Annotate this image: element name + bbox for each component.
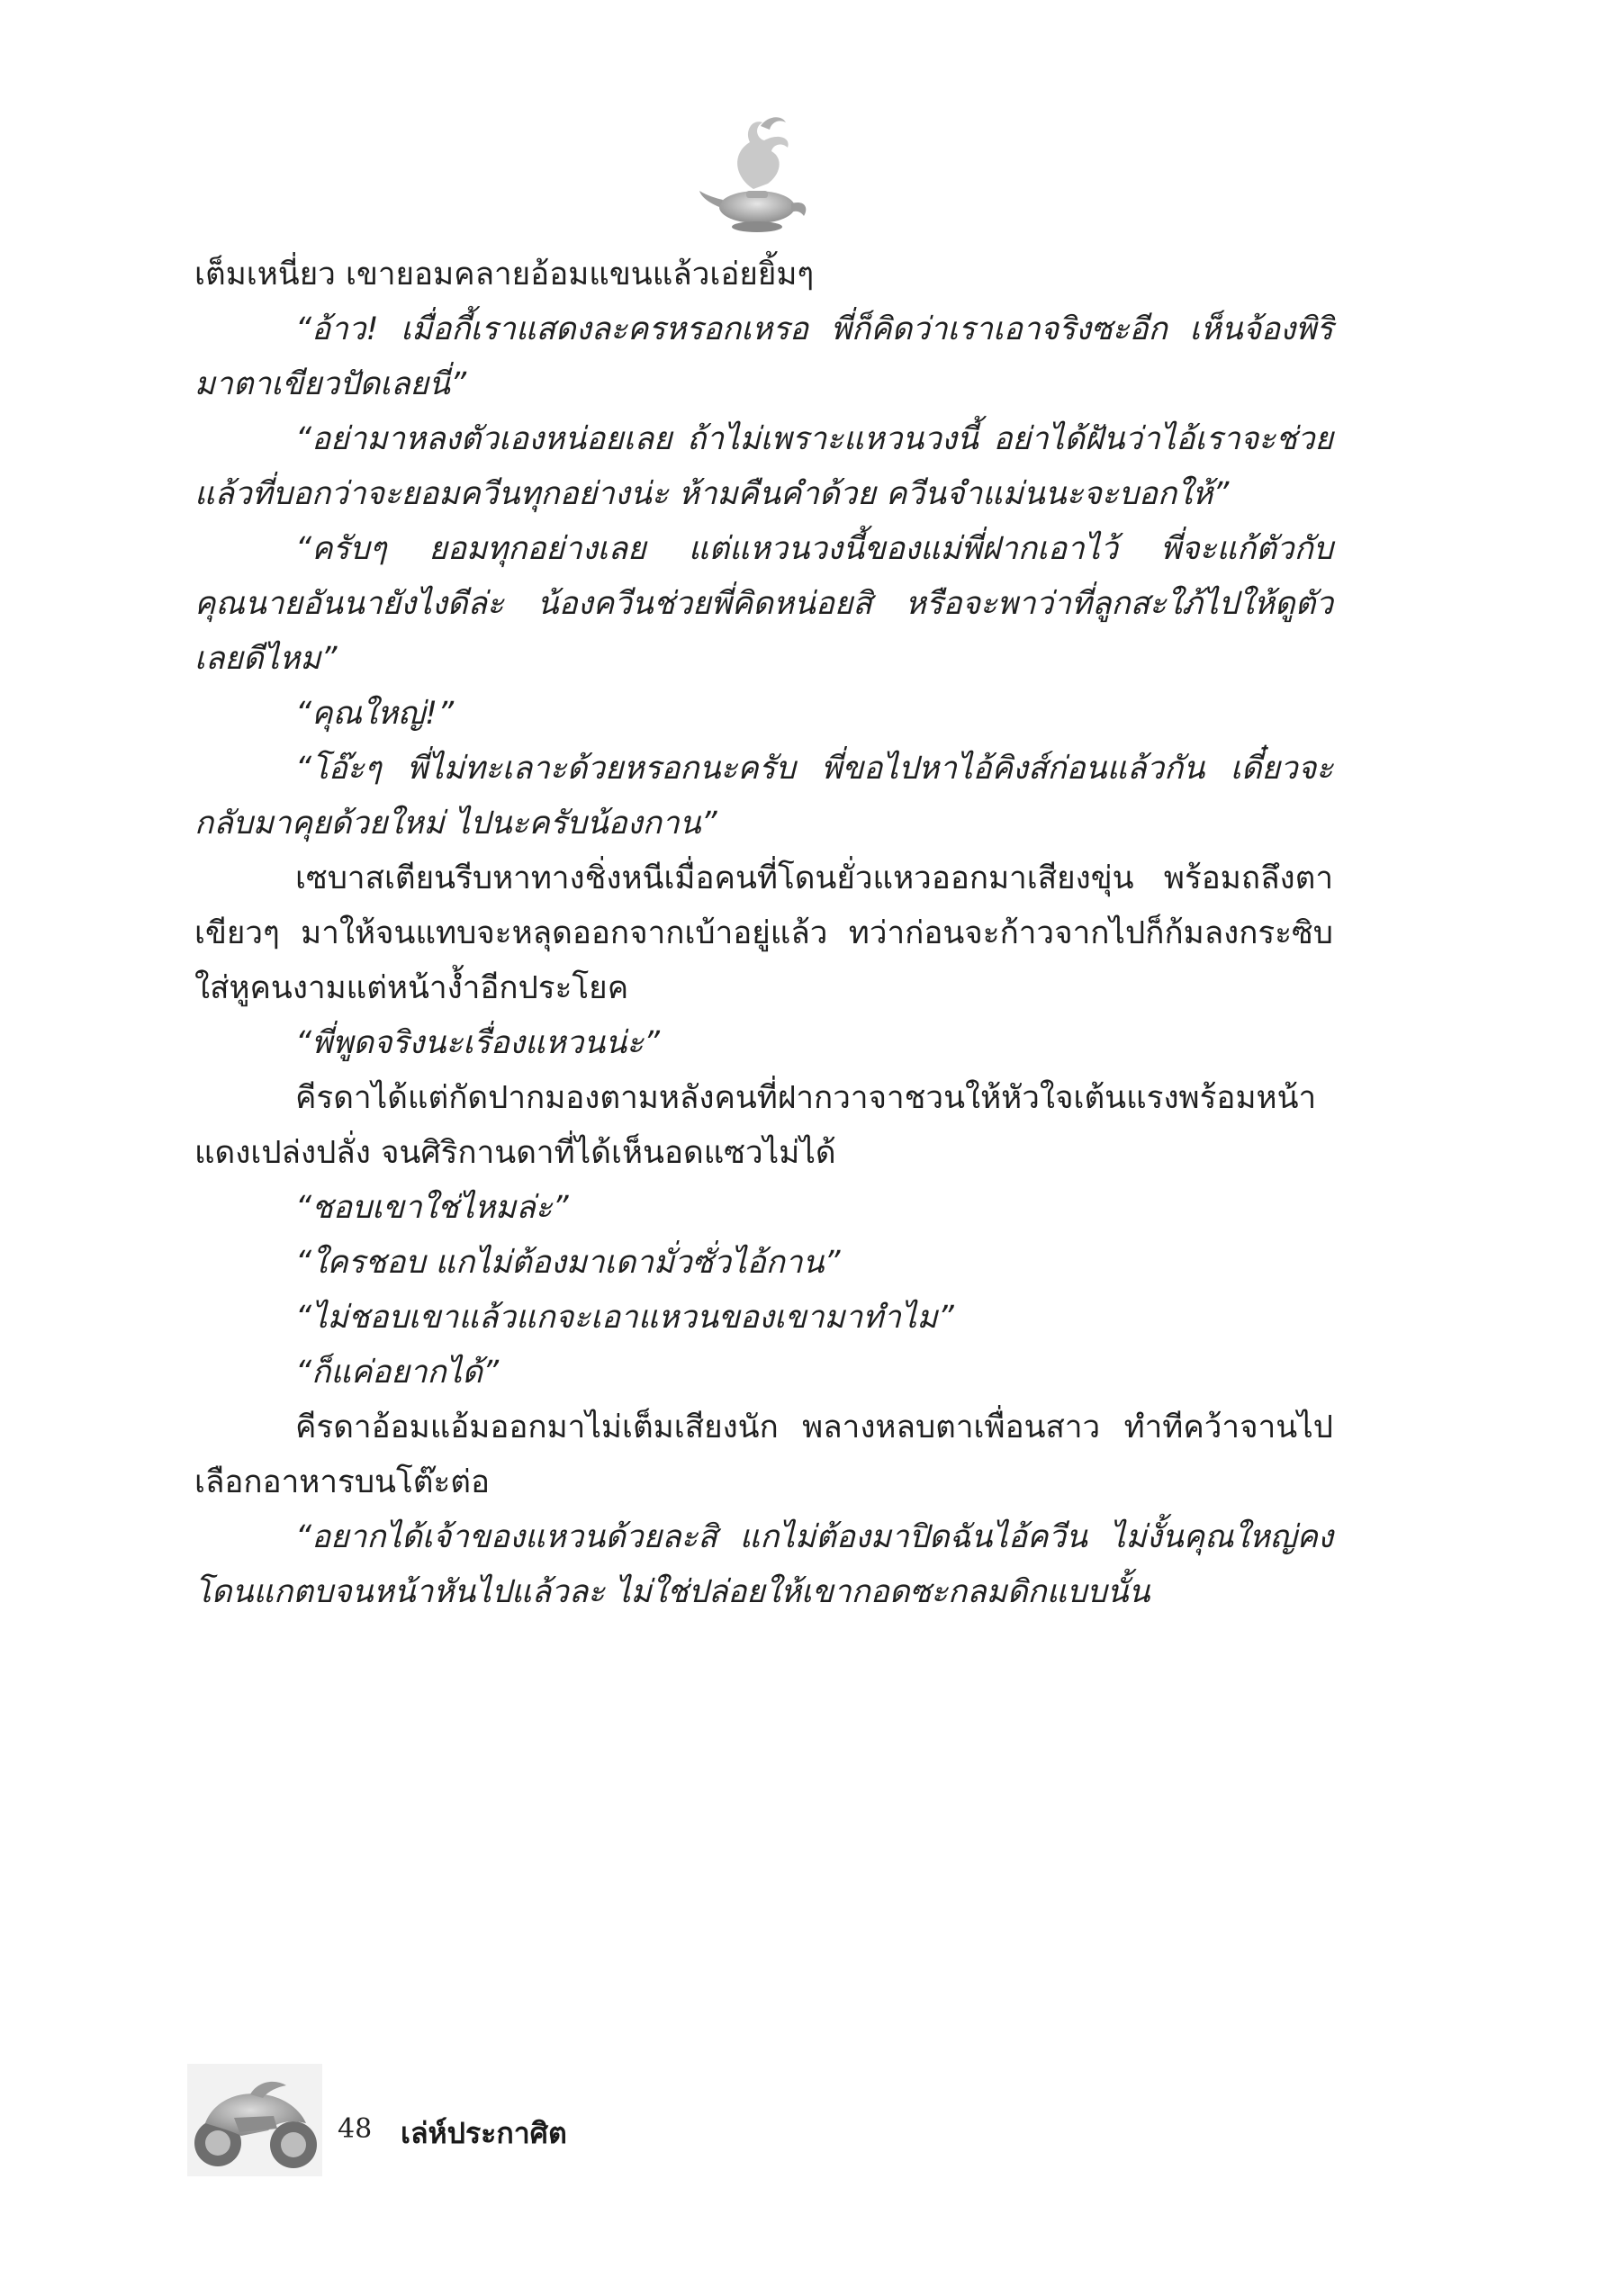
paragraph: คีรดาได้แต่กัดปากมองตามหลังคนที่ฝากวาจาชวนให้หัวใจเต้นแรงพร้อมหน้าแดงเปล่งปลั่ง จนศิริกานดาที่ได้เห็นอดแซวไม่ได้ [194,1080,1317,1171]
paragraph: “อย่ามาหลงตัวเองหน่อยเลย ถ้าไม่เพราะแหวนวงนี้ อย่าได้ฝันว่าไอ้เราจะช่วย แล้วที่บอกว่าจะยอมควีนทุกอย่างน่ะ ห้ามคืนคำด้วย ควีนจำแม่นนะจะบอกให้” [194,421,1333,512]
paragraph: “โอ๊ะๆ พี่ไม่ทะเลาะด้วยหรอกนะครับ พี่ขอไปหาไอ้คิงส์ก่อนแล้วกัน เดี๋ยวจะกลับมาคุยด้วยใหม่ ไปนะครับน้องกาน” [194,751,1333,842]
paragraph: “ใครชอบ แกไม่ต้องมาเดามั่วซั่วไอ้กาน” [295,1245,841,1281]
paragraph: “อ้าว! เมื่อกี้เราแสดงละครหรอกเหรอ พี่ก็คิดว่าเราเอาจริงซะอีก เห็นจ้องพิริมาตาเขียวปัดเลยนี่” [194,311,1333,402]
body-text [194,248,1333,1620]
paragraph: เซบาสเตียนรีบหาทางชิ่งหนีเมื่อคนที่โดนยั่วแหวออกมาเสียงขุ่น พร้อมถลึงตาเขียวๆ มาให้จนแทบจะหลุดออกจากเบ้าอยู่แล้ว ทว่าก่อนจะก้าวจากไปก็ก้มลงกระซิบใส่หูคนงามแต่หน้างํ้าอีกประโยค [194,860,1333,1006]
page-number: 48 [338,2113,373,2145]
paragraph: เต็มเหนี่ยว เขายอมคลายอ้อมแขนแล้วเอ่ยยิ้มๆ [194,257,815,293]
motorcycle-icon [187,2064,322,2176]
paragraph: “อยากได้เจ้าของแหวนด้วยละสิ แกไม่ต้องมาปิดฉันไอ้ควีน ไม่งั้นคุณใหญ่คงโดนแกตบจนหน้าหันไปแล้วละ ไม่ใช่ปล่อยให้เขากอดซะกลมดิกแบบนั้น [194,1519,1333,1610]
paragraph: “ครับๆ ยอมทุกอย่างเลย แต่แหวนวงนี้ของแม่พี่ฝากเอาไว้ พี่จะแก้ตัวกับคุณนายอันนายังไงดีล่ะ น้องควีนช่วยพี่คิดหน่อยสิ หรือจะพาว่าที่ลูกสะใภ้ไปให้ดูตัวเลยดีไหม” [194,531,1333,677]
book-title: เล่ห์ประกาศิต [401,2116,567,2150]
paragraph: “คุณใหญ่!” [295,696,455,732]
paragraph: “พี่พูดจริงนะเรื่องแหวนน่ะ” [295,1025,661,1061]
genie-lamp-icon [698,106,815,241]
paragraph: “ก็แค่อยากได้” [295,1355,500,1391]
paragraph: “ชอบเขาใช่ไหมล่ะ” [295,1190,569,1226]
paragraph: “ไม่ชอบเขาแล้วแกจะเอาแหวนของเขามาทำไม” [295,1300,954,1336]
page-footer [0,2061,1605,2187]
paragraph: คีรดาอ้อมแอ้มออกมาไม่เต็มเสียงนัก พลางหลบตาเพื่อนสาว ทำทีคว้าจานไปเลือกอาหารบนโต๊ะต่อ [194,1409,1333,1500]
